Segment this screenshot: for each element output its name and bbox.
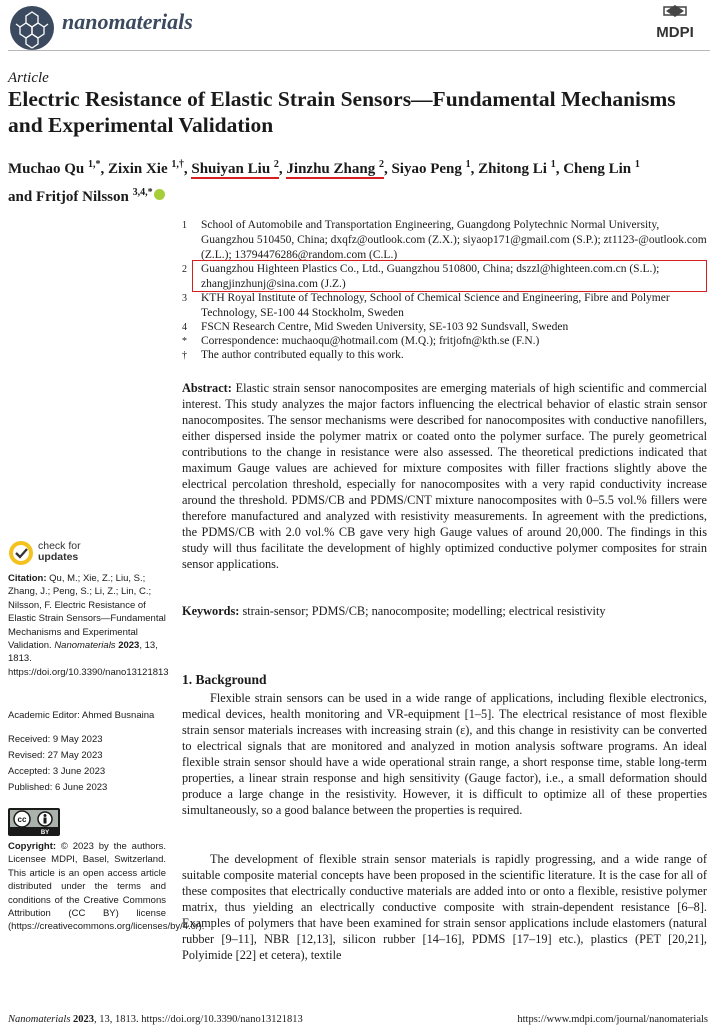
citation-doi[interactable]: , 13, 1813. https://doi.org/10.3390/nano13121813 <box>8 640 169 678</box>
citation-journal: Nanomaterials <box>54 640 116 652</box>
keywords <box>182 603 707 619</box>
keywords-label: Keywords: <box>182 604 240 618</box>
journal-name: nanomaterials <box>62 9 193 34</box>
accepted-date: Accepted: 3 June 2023 <box>8 766 106 777</box>
received-date: Received: 9 May 2023 <box>8 734 103 745</box>
check-updates-line2: updates <box>38 551 79 563</box>
citation-label: Citation: <box>8 573 47 584</box>
affiliation-text: FSCN Research Centre, Mid Sweden University, SE-103 92 Sundsvall, Sweden <box>201 321 569 333</box>
academic-editor: Academic Editor: Ahmed Busnaina <box>8 710 155 721</box>
author-affil-sup: 1 <box>465 159 471 170</box>
affiliation-text: School of Automobile and Transportation Engineering, Guangdong Polytechnic Normal University, Guangzhou 510450, China; dxqfz@outlook.com (Z.X.); siyaop171@gmail.com (S.P.); zt1123-@outlook.com (Z.L.); 13794476286@random.com (C.L.) <box>201 219 707 261</box>
author-affil-sup: 2 <box>378 159 384 170</box>
affiliation-mark: * <box>182 336 187 347</box>
copyright-label: Copyright: <box>8 841 57 852</box>
author-affil-sup: 1,* <box>88 159 101 170</box>
footer-citation <box>8 1014 303 1025</box>
published-date: Published: 6 June 2023 <box>8 782 108 793</box>
affiliation-mark: 4 <box>182 322 187 333</box>
author-affil-sup: 1 <box>550 159 556 170</box>
section-paragraph <box>182 851 707 963</box>
author-name[interactable]: Siyao Peng <box>391 161 462 177</box>
citation-block <box>8 572 169 679</box>
svg-text:cc: cc <box>17 815 27 824</box>
author-affil-sup: 1,† <box>171 159 184 170</box>
cc-by-label: BY <box>40 830 50 836</box>
citation-year: 2023 <box>118 640 140 652</box>
author-name[interactable]: Zhitong Li <box>478 161 547 177</box>
author-name[interactable]: Shuiyan Liu <box>191 161 271 177</box>
check-for-updates-badge[interactable] <box>8 540 148 566</box>
author-name[interactable]: Zixin Xie <box>108 161 168 177</box>
copyright-text: © 2023 by the authors. Licensee MDPI, Basel, Switzerland. This article is an open access article distributed under the terms and conditions of the Creative Commons Attribution (CC BY) license (https://creativecommons.org/licenses/by/4.0/). <box>8 841 205 933</box>
author-name[interactable]: Jinzhu Zhang <box>286 161 376 177</box>
author-affil-sup: 2 <box>273 159 279 170</box>
correspondence-text: Correspondence: muchaoqu@hotmail.com (M.Q.); fritjofn@kth.se (F.N.) <box>201 335 540 347</box>
footer-doi[interactable]: , 13, 1813. https://doi.org/10.3390/nano13121813 <box>94 1014 303 1025</box>
copyright-block <box>8 840 205 934</box>
author-name[interactable]: Muchao Qu <box>8 161 85 177</box>
article-type: Article <box>8 70 49 86</box>
cc-by-license-icon[interactable] <box>8 808 60 836</box>
check-updates-line1: check for <box>38 540 81 552</box>
affiliation-mark: 2 <box>182 264 187 275</box>
paragraph-text: The development of flexible strain sensor materials is rapidly progressing, and a wide range of suitable composite material concepts have been proposed in the scientific literature. It is the case for all of these composites that electrically conductive materials are added into or onto a flexible, resistive polymer matrix, thus yielding an electrically conductive composite with strain-dependent resistance [6–8]. Examples of polymers that have been examined for strain sensor applications include elastomers (natural rubber [9–11], NBR [12,13], silicon rubber [14–16], PDMS [17–19] etc.), plastics (PET [20,21], Polyimide [22] et cetera), textile <box>182 852 707 962</box>
citation-text: Qu, M.; Xie, Z.; Liu, S.; Zhang, J.; Peng, S.; Li, Z.; Lin, C.; Nilsson, F. Electric Resistance of Elastic Strain Sensors—Fundamental Mechanisms and Experimental Validation. <box>8 573 166 652</box>
footer-year: 2023 <box>73 1014 95 1025</box>
affiliations <box>182 218 707 368</box>
authors-joiner: and <box>8 189 33 205</box>
highlight-box <box>192 260 707 292</box>
section-paragraph <box>182 690 707 818</box>
journal-logo-icon <box>8 4 56 52</box>
affiliation-mark: † <box>182 350 187 361</box>
revised-date: Revised: 27 May 2023 <box>8 750 103 761</box>
affiliation-text: KTH Royal Institute of Technology, School of Chemical Science and Engineering, Fibre and Polymer Technology, SE-100 44 Stockholm, Sweden <box>201 292 670 319</box>
author-affil-sup: 3,4,* <box>132 187 153 198</box>
footer-journal-url[interactable]: https://www.mdpi.com/journal/nanomaterials <box>517 1014 708 1025</box>
keywords-text: strain-sensor; PDMS/CB; nanocomposite; modelling; electrical resistivity <box>242 604 606 618</box>
paragraph-text: Flexible strain sensors can be used in a wide range of applications, including flexible electronics, medical devices, health monitoring and VR-equipment [1–5]. The electrical resistance of most flexible strain sensor materials increases with increasing strain (ε), and this change in resistivity can be converted to electrical signals that are monitored and analyzed in motion analysis software programs. An ideal flexible strain sensor should have a wide operational strain range, a short response time, stable long-term properties, a linear strain response and high sensitivity (Gauge factor), i.e., a small deformation should produce a large change in the resistivity. However, it is difficult to optimize all of these properties simultaneously, so a good balance between the properties is required. <box>182 691 707 817</box>
author-name[interactable]: Fritjof Nilsson <box>35 189 129 205</box>
section-heading: 1. Background <box>182 672 267 687</box>
footer-journal: Nanomaterials <box>8 1014 71 1025</box>
affiliation-text: Guangzhou Highteen Plastics Co., Ltd., Guangzhou 510800, China; dszzl@highteen.com.cn (S.L.); zhangjinzhunj@sina.com (J.Z.) <box>201 263 660 290</box>
orcid-icon[interactable] <box>154 189 165 200</box>
abstract-label: Abstract: <box>182 381 232 395</box>
equal-contribution-note: The author contributed equally to this work. <box>201 349 404 361</box>
author-list: Muchao Qu $^{1,*}$, Zixin Xie $^{1,\dagger}$, Shuiyan Liu $^2$, Jinzhu Zhang $^2$, Siyao Peng $^1$, Zhitong Li $^1$, Cheng Lin $^1$ and Fritjof Nilsson $^{3,4,*}$ <box>8 159 640 205</box>
paper-title: Electric Resistance of Elastic Strain Sensors—Fundamental Mechanisms and Experimental Validation <box>8 87 676 137</box>
header-divider <box>8 50 710 51</box>
mdpi-logo-text: MDPI <box>656 24 694 41</box>
abstract-text: Elastic strain sensor nanocomposites are emerging materials of high scientific and commercial interest. This study analyzes the major factors influencing the electrical behavior of elastic strain sensor nanocomposites. The sensor mechanisms were described for nanocomposites with conductive nanofillers, either dispersed inside the polymer matrix or coated onto the polymer surface. The purely geometrical contributions to the change in resistance were also assessed. The theoretical predictions indicated that maximum Gauge values are achieved for mixture composites with filler fractions slightly above the electrical percolation threshold, especially for nanocomposites with a very rapid conductivity increase around the threshold. PDMS/CB and PDMS/CNT mixture nanocomposites with 0–5.5 vol.% fillers were therefore manufactured and analyzed with resistivity measurements. In agreement with the predictions, the PDMS/CB with 2.0 vol.% CB gave very high Gauge values of around 20,000. The findings in this study will thus facilitate the development of highly optimized conductive polymer composites for strain sensor applications. <box>182 381 707 571</box>
author-affil-sup: 1 <box>634 159 640 170</box>
mdpi-logo-icon <box>646 5 704 41</box>
abstract <box>182 380 707 572</box>
affiliation-mark: 3 <box>182 293 187 304</box>
author-name[interactable]: Cheng Lin <box>563 161 632 177</box>
affiliation-mark: 1 <box>182 220 187 231</box>
check-updates-icon <box>8 540 34 566</box>
